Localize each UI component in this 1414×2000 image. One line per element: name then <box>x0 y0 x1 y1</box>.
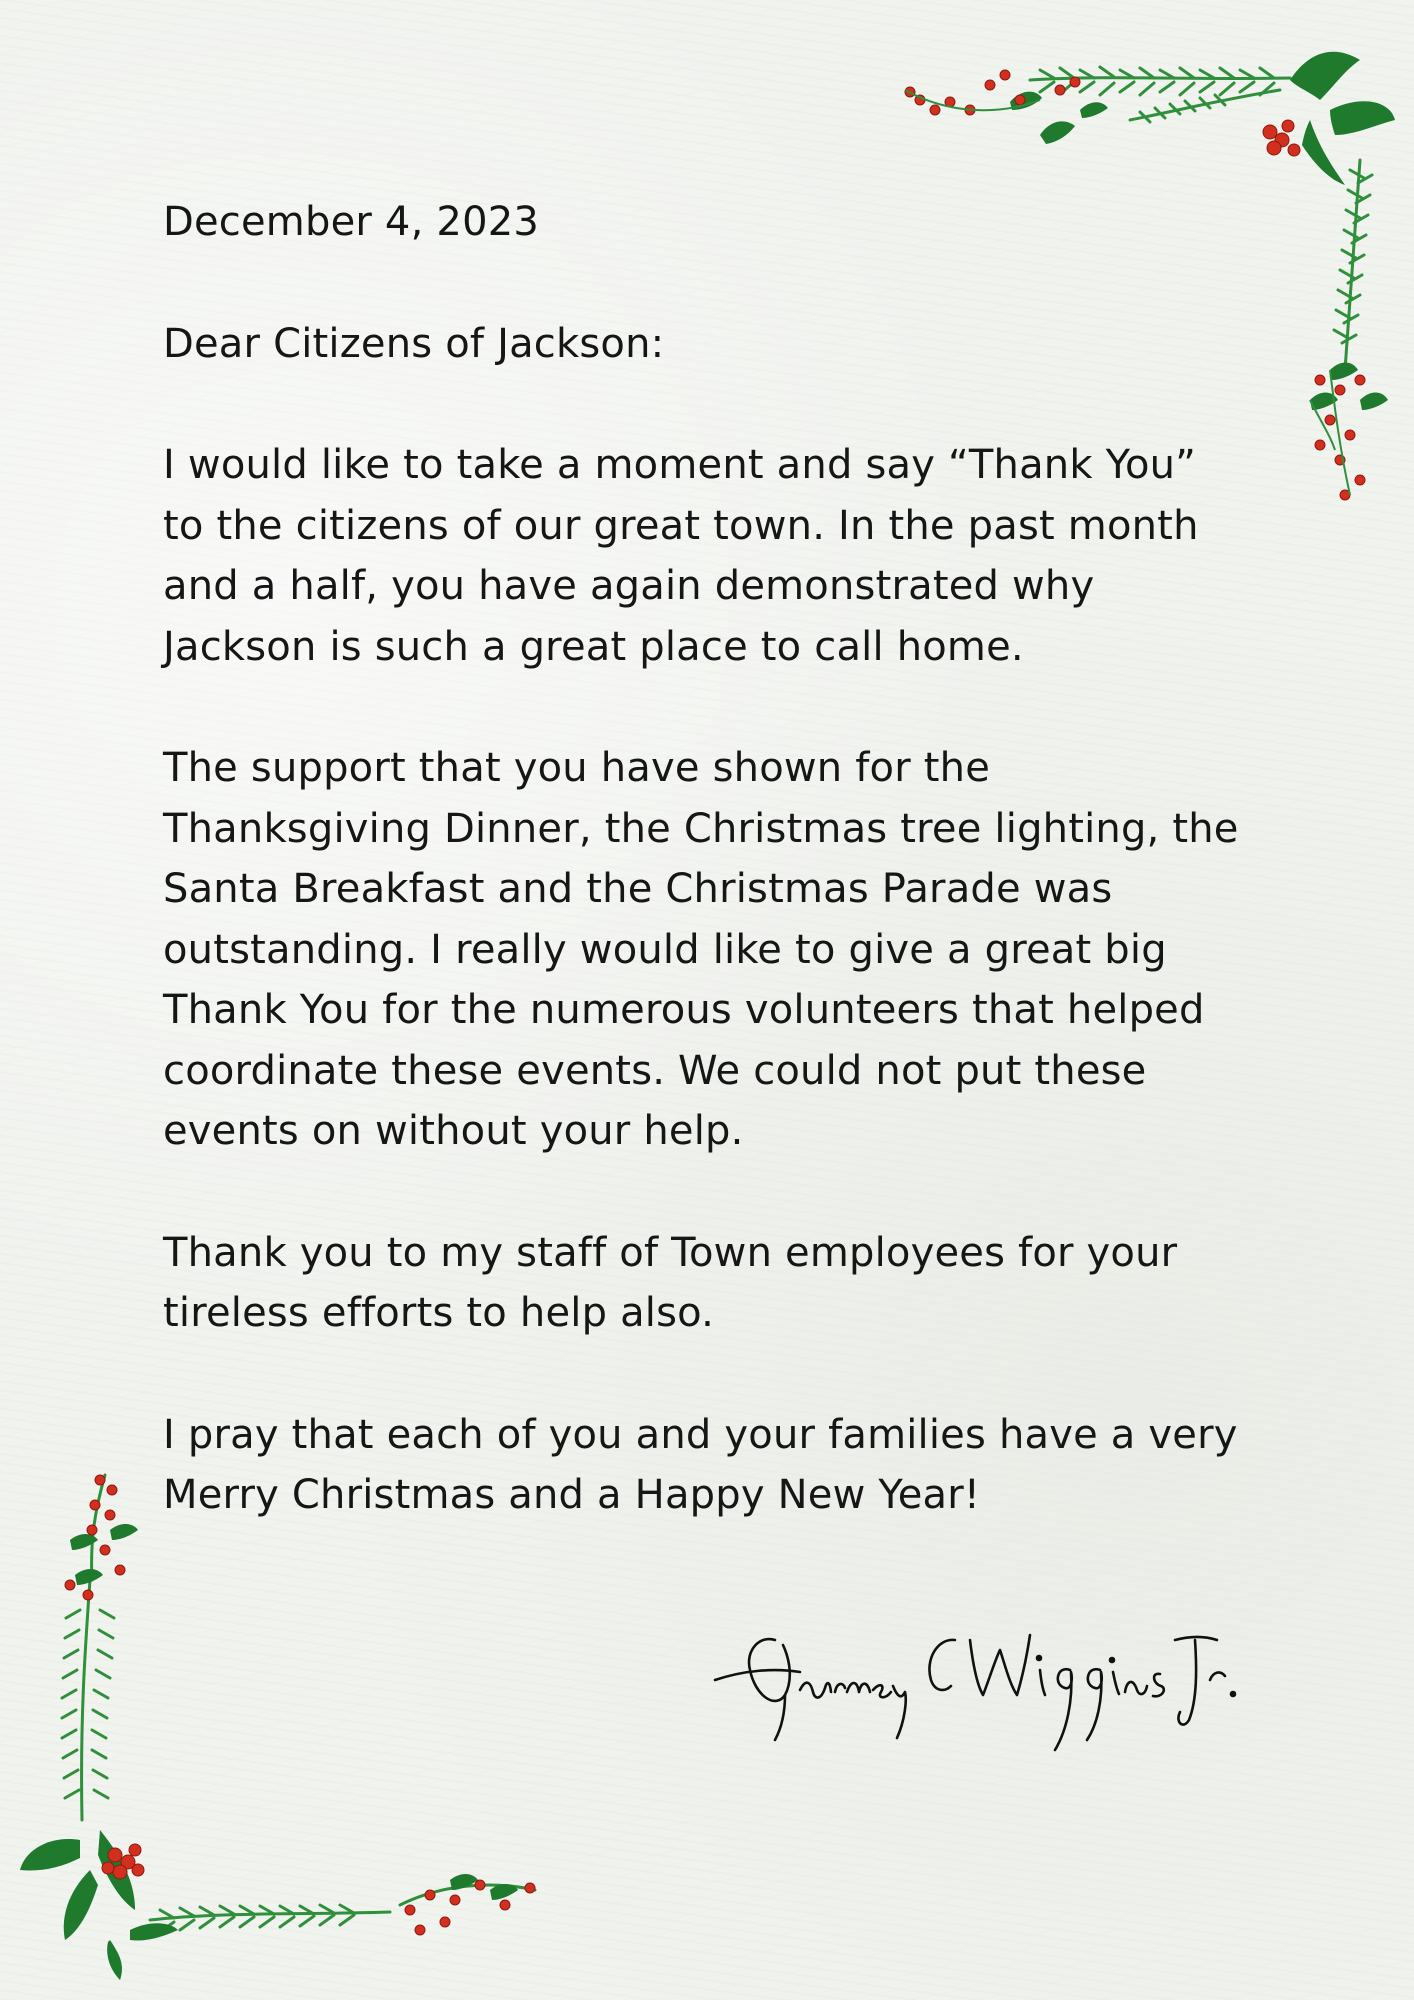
letter-date: December 4, 2023 <box>163 199 540 245</box>
text-line: Thank You for the numerous volunteers that helped <box>163 987 1205 1033</box>
text-line: Santa Breakfast and the Christmas Parade was <box>163 866 1113 912</box>
text-line: tireless efforts to help also. <box>163 1290 715 1336</box>
text-line: Jackson is such a great place to call home. <box>163 623 1024 670</box>
holly-corner-bottom-left-icon <box>10 1460 550 1980</box>
paragraph-thank-you <box>163 435 1303 677</box>
paragraph-support <box>163 738 1303 1162</box>
text-line: I pray that each of you and your families have a very <box>163 1411 1238 1458</box>
text-line: Merry Christmas and a Happy New Year! <box>163 1472 981 1518</box>
letter-salutation: Dear Citizens of Jackson: <box>163 320 665 367</box>
letter-body <box>163 192 1303 1587</box>
text-line: coordinate these events. We could not put these <box>163 1047 1147 1094</box>
text-line: Thanksgiving Dinner, the Christmas tree lighting, the <box>163 805 1239 852</box>
text-line: events on without your help. <box>163 1108 744 1154</box>
text-line: The support that you have shown for the <box>163 745 991 791</box>
paragraph-staff <box>163 1223 1303 1344</box>
handwritten-signature <box>705 1600 1285 1760</box>
text-line: outstanding. I really would like to give a great big <box>163 926 1167 973</box>
text-line: to the citizens of our great town. In the past month <box>163 502 1199 549</box>
text-line: Thank you to my staff of Town employees for your <box>163 1229 1178 1276</box>
text-line: I would like to take a moment and say “Thank You” <box>163 442 1197 488</box>
text-line: and a half, you have again demonstrated why <box>163 563 1095 609</box>
